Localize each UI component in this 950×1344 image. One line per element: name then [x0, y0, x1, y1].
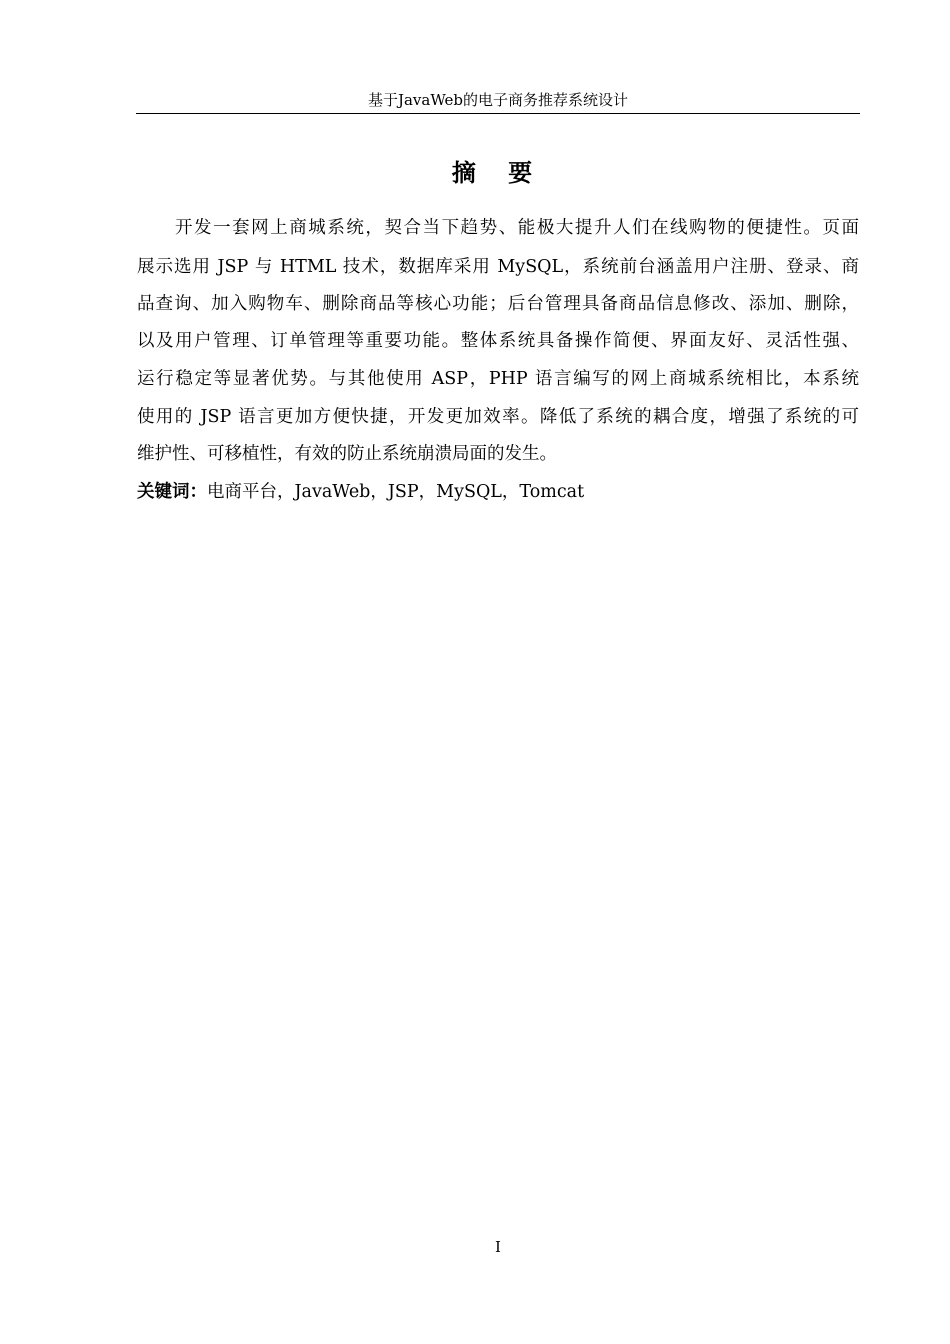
abstract-line: 运行稳定等显著优势。与其他使用 ASP，PHP 语言编写的网上商城系统相比，本系统	[137, 369, 859, 389]
abstract-line: 展示选用 JSP 与 HTML 技术，数据库采用 MySQL，系统前台涵盖用户注册、登录、商	[137, 257, 859, 277]
abstract-line: 开发一套网上商城系统，契合当下趋势、能极大提升人们在线购物的便捷性。页面	[175, 218, 859, 238]
abstract-line: 维护性、可移植性，有效的防止系统崩溃局面的发生。	[137, 444, 557, 464]
keywords-label: 关键词：	[137, 482, 207, 502]
header-divider	[136, 113, 860, 114]
running-header: 基于JavaWeb的电子商务推荐系统设计	[367, 91, 629, 109]
abstract-title: 摘 要	[451, 159, 545, 187]
abstract-line: 使用的 JSP 语言更加方便快捷，开发更加效率。降低了系统的耦合度，增强了系统的可	[137, 407, 859, 427]
page-number: I	[495, 1238, 501, 1256]
abstract-line: 品查询、加入购物车、删除商品等核心功能；后台管理具备商品信息修改、添加、删除，	[137, 294, 859, 314]
keywords-values: 电商平台，JavaWeb，JSP，MySQL，Tomcat	[207, 482, 585, 502]
keywords-line	[137, 480, 584, 504]
abstract-line: 以及用户管理、订单管理等重要功能。整体系统具备操作简便、界面友好、灵活性强、	[137, 331, 859, 351]
